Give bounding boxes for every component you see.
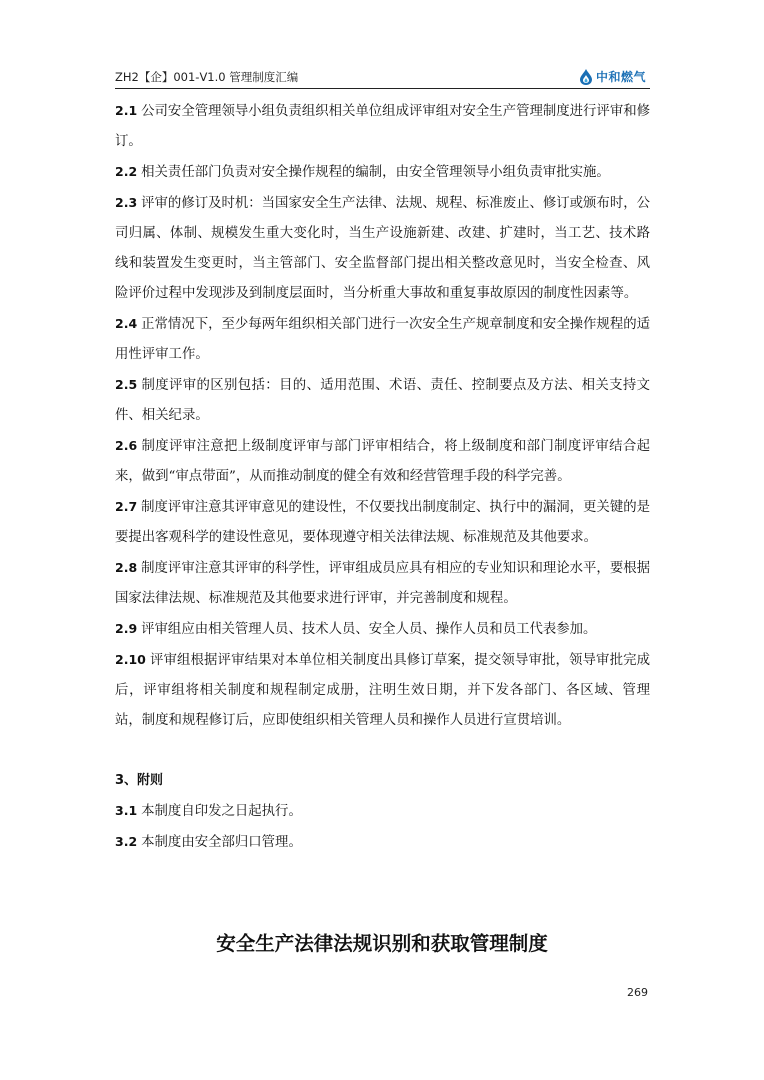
page-number: 269 (627, 986, 648, 999)
clause-2-6: 2.6 制度评审注意把上级制度评审与部门评审相结合，将上级制度和部门制度评审结合起来，做到“审点带面”，从而推动制度的健全有效和经营管理手段的科学完善。 (115, 438, 650, 484)
clause-2-1: 2.1 公司安全管理领导小组负责组织相关单位组成评审组对安全生产管理制度进行评审和修订。 (115, 103, 650, 149)
clause-2-9: 2.9 评审组应由相关管理人员、技术人员、安全人员、操作人员和员工代表参加。 (115, 621, 597, 637)
clause-2-7: 2.7 制度评审注意其评审意见的建设性，不仅要找出制度制定、执行中的漏洞，更关键的是要提出客观科学的建设性意见，要体现遵守相关法律法规、标准规范及其他要求。 (115, 499, 650, 545)
clause-3-2: 3.2 本制度由安全部归口管理。 (115, 834, 302, 850)
clause-2-4: 2.4 正常情况下，至少每两年组织相关部门进行一次安全生产规章制度和安全操作规程的适用性评审工作。 (115, 316, 650, 362)
page-header (115, 58, 650, 89)
clause-2-3: 2.3 评审的修订及时机：当国家安全生产法律、法规、规程、标准废止、修订或颁布时，公司归属、体制、规模发生重大变化时，当生产设施新建、改建、扩建时，当工艺、技术路线和装置发生变更时，当主管部门、安全监督部门提出相关整改意见时，当安全检查、风险评价过程中发现涉及到制度层面时，当分析重大事故和重复事故原因的制度性因素等。 (115, 195, 650, 301)
document-body (115, 96, 650, 858)
next-document-title: 安全生产法律法规识别和获取管理制度 (216, 932, 548, 955)
clause-2-2: 2.2 相关责任部门负责对安全操作规程的编制，由安全管理领导小组负责审批实施。 (115, 164, 610, 180)
company-logo (579, 68, 646, 85)
clause-2-5: 2.5 制度评审的区别包括：目的、适用范围、术语、责任、控制要点及方法、相关支持文件、相关纪录。 (115, 377, 650, 423)
logo-text: 中和燃气 (595, 70, 646, 84)
clause-3-1: 3.1 本制度自印发之日起执行。 (115, 803, 302, 819)
flame-drop-icon (579, 69, 593, 85)
doc-code: ZH2【企】001-V1.0 管理制度汇编 (115, 70, 299, 84)
section-3-heading: 3、附则 (115, 773, 164, 788)
clause-2-10: 2.10 评审组根据评审结果对本单位相关制度出具修订草案，提交领导审批，领导审批完成后，评审组将相关制度和规程制定成册，注明生效日期，并下发各部门、各区域、管理站，制度和规程修订后，应即使组织相关管理人员和操作人员进行宣贯培训。 (115, 652, 650, 728)
clause-2-8: 2.8 制度评审注意其评审的科学性，评审组成员应具有相应的专业知识和理论水平，要根据国家法律法规、标准规范及其他要求进行评审，并完善制度和规程。 (115, 560, 650, 606)
